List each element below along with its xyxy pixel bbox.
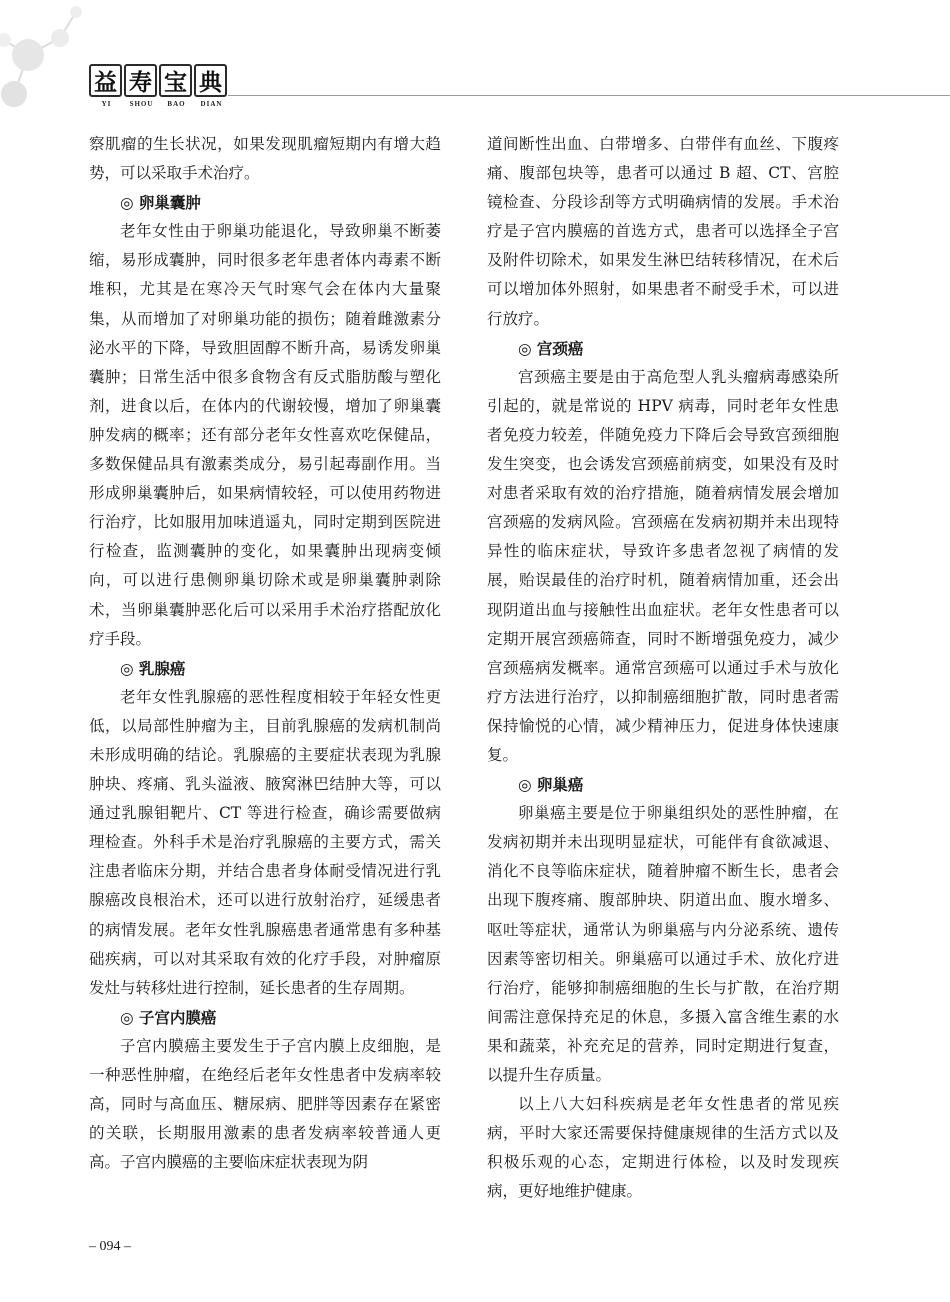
magazine-logo bbox=[89, 64, 229, 108]
logo-char: 益 bbox=[89, 64, 122, 97]
logo-char: 典 bbox=[194, 64, 227, 97]
logo-char: 宝 bbox=[159, 64, 192, 97]
pinyin-label: DIAN bbox=[200, 100, 223, 108]
header-rule bbox=[228, 95, 950, 96]
section-heading: ◎ 卵巢囊肿 bbox=[120, 193, 201, 213]
paragraph: 察肌瘤的生长状况，如果发现肌瘤短期内有增大趋势，可以采取手术治疗。 bbox=[89, 135, 441, 183]
section-heading: ◎ 乳腺癌 bbox=[120, 658, 186, 678]
page-number: – 094 – bbox=[89, 1239, 131, 1254]
paragraph: 子宫内膜癌主要发生于子宫内膜上皮细胞，是一种恶性肿瘤，在绝经后老年女性患者中发病率较高，同时与高血压、糖尿病、肥胖等因素存在紧密的关联，长期服用激素的患者发病率较普通人更高。子宫内膜癌的主要临床症状表现为阴 bbox=[89, 1036, 441, 1172]
paragraph: 以上八大妇科疾病是老年女性患者的常见疾病，平时大家还需要保持健康规律的生活方式以及积极乐观的心态，定期进行体检，以及时发现疾病，更好地维护健康。 bbox=[487, 1095, 839, 1201]
pinyin-label: BAO bbox=[167, 100, 186, 108]
left-column bbox=[89, 130, 441, 1177]
paragraph: 道间断性出血、白带增多、白带伴有血丝、下腹疼痛、腹部包块等，患者可以通过 B 超、CT、宫腔镜检查、分段诊刮等方式明确病情的发展。手术治疗是子宫内膜癌的首选方式，患者可以选择全子宫及附件切除术，如果发生淋巴结转移情况，在术后可以增加体外照射，如果患者不耐受手术，可以进行放疗。 bbox=[487, 135, 839, 328]
paragraph: 宫颈癌主要是由于高危型人乳头瘤病毒感染所引起的，就是常说的 HPV 病毒，同时老年女性患者免疫力较差，伴随免疫力下降后会导致宫颈细胞发生突变，也会诱发宫颈癌前病变，如果没有及时对患者采取有效的治疗措施，随着病情发展会增加宫颈癌的发病风险。宫颈癌在发病初期并未出现特异性的临床症状，导致许多患者忽视了病情的发展，贻误最佳的治疗时机，随着病情加重，还会出现阴道出血与接触性出血症状。老年女性患者可以定期开展宫颈癌筛查，同时不断增强免疫力，减少宫颈癌病发概率。通常宫颈癌可以通过手术与放化疗方法进行治疗，以抑制癌细胞扩散，同时患者需保持愉悦的心情，减少精神压力，促进身体快速康复。 bbox=[487, 367, 839, 764]
section-heading: ◎ 子宫内膜癌 bbox=[120, 1007, 217, 1027]
right-column bbox=[487, 130, 839, 1206]
logo-pinyin bbox=[89, 100, 229, 108]
paragraph: 老年女性乳腺癌的恶性程度相较于年轻女性更低，以局部性肿瘤为主，目前乳腺癌的发病机制尚未形成明确的结论。乳腺癌的主要症状表现为乳腺肿块、疼痛、乳头溢液、腋窝淋巴结肿大等，可以通过乳腺钼靶片、CT 等进行检查，确诊需要做病理检查。外科手术是治疗乳腺癌的主要方式，需关注患者临床分期，并结合患者身体耐受情况进行乳腺癌改良根治术，还可以进行放射治疗，延缓患者的病情发展。老年女性乳腺癌患者通常患有多种基础疾病，可以对其采取有效的化疗手段，对肿瘤原发灶与转移灶进行控制，延长患者的生存周期。 bbox=[89, 687, 441, 997]
pinyin-label: SHOU bbox=[129, 100, 154, 108]
pinyin-label: YI bbox=[101, 100, 112, 108]
paragraph: 卵巢癌主要是位于卵巢组织处的恶性肿瘤，在发病初期并未出现明显症状，可能伴有食欲减退、消化不良等临床症状，随着肿瘤不断生长，患者会出现下腹疼痛、腹部肿块、阴道出血、腹水增多、呕吐等症状，通常认为卵巢癌与内分泌系统、遗传因素等密切相关。卵巢癌可以通过手术、放化疗进行治疗，能够抑制癌细胞的生长与扩散，在治疗期间需注意保持充足的休息，多摄入富含维生素的水果和蔬菜，补充充足的营养，同时定期进行复查，以提升生存质量。 bbox=[487, 804, 839, 1084]
paragraph: 老年女性由于卵巢功能退化，导致卵巢不断萎缩，易形成囊肿，同时很多老年患者体内毒素不断堆积，尤其是在寒冷天气时寒气会在体内大量聚集，从而增加了对卵巢功能的损伤；随着雌激素分泌水平的下降，导致胆固醇不断升高，易诱发卵巢囊肿；日常生活中很多食物含有反式脂肪酸与塑化剂，进食以后，在体内的代谢较慢，增加了卵巢囊肿发病的概率；还有部分老年女性喜欢吃保健品，多数保健品具有激素类成分，易引起毒副作用。当形成卵巢囊肿后，如果病情较轻，可以使用药物进行治疗，比如服用加味逍遥丸，同时定期到医院进行检查，监测囊肿的变化，如果囊肿出现病变倾向，可以进行患侧卵巢切除术或是卵巢囊肿剥除术，当卵巢囊肿恶化后可以采用手术治疗搭配放化疗手段。 bbox=[89, 222, 441, 648]
section-heading: ◎ 宫颈癌 bbox=[518, 338, 584, 358]
section-heading: ◎ 卵巢癌 bbox=[518, 775, 584, 795]
logo-title bbox=[89, 64, 229, 97]
logo-char: 寿 bbox=[124, 64, 157, 97]
